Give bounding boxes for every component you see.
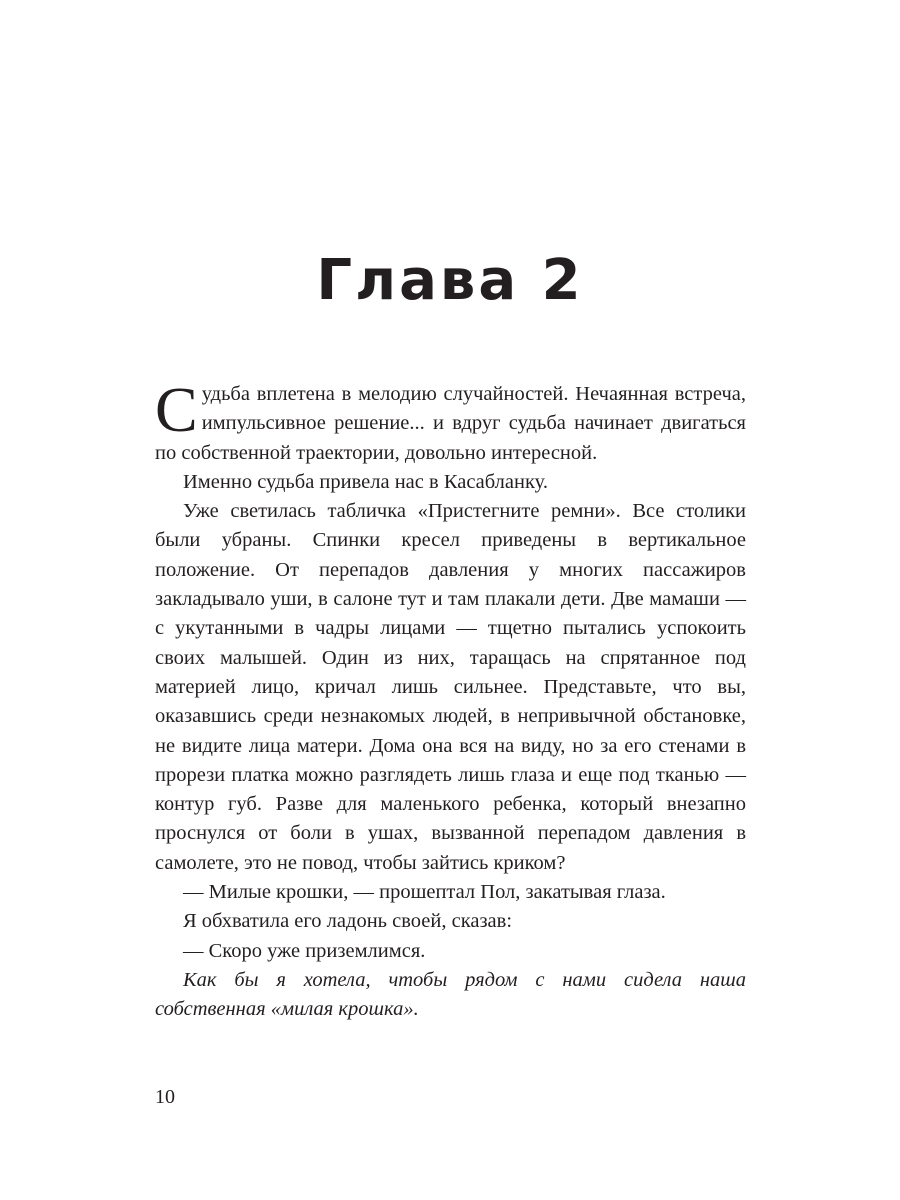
drop-cap: С <box>155 374 198 445</box>
paragraph: Именно судьба привела нас в Касабланку. <box>183 470 548 493</box>
first-paragraph-text: удьба вплетена в мелодию случайностей. Нечаянная встреча, импульсивное решение... и вдруг судьба начинает двигаться по собственной траектории, довольно интересной. <box>155 383 746 464</box>
paragraph: Я обхватила его ладонь своей, сказав: <box>183 910 513 933</box>
italic-paragraph: Как бы я хотела, чтобы рядом с нами сидела наша собственная «милая крошка». <box>155 968 746 1021</box>
chapter-title: Глава 2 <box>316 248 584 313</box>
dialogue-line: — Милые крошки, — прошептал Пол, закатывая глаза. <box>183 881 666 904</box>
chapter-text <box>155 374 746 1025</box>
paragraph: Уже светилась табличка «Пристегните ремни». Все столики были убраны. Спинки кресел приведены в вертикальное положение. От перепадов давления у многих пассажиров закладывало уши, в салоне тут и там плакали дети. Две мамаши — с укутанными в чадры лицами — тщетно пытались успокоить своих малышей. Один из них, таращась на спрятанное под материей лицо, кричал лишь сильнее. Представьте, что вы, оказавшись среди незнакомых людей, в непривычной обстановке, не видите лица матери. Дома она вся на виду, но за его стенами в прорези платка можно разглядеть лишь глаза и еще под тканью — контур губ. Разве для маленького ребенка, который внезапно проснулся от боли в ушах, вызванной перепадом давления в самолете, это не повод, чтобы зайтись криком? <box>155 500 746 874</box>
first-paragraph <box>155 374 746 468</box>
page-number: 10 <box>155 1086 175 1108</box>
dialogue-line: — Скоро уже приземлимся. <box>183 939 426 962</box>
